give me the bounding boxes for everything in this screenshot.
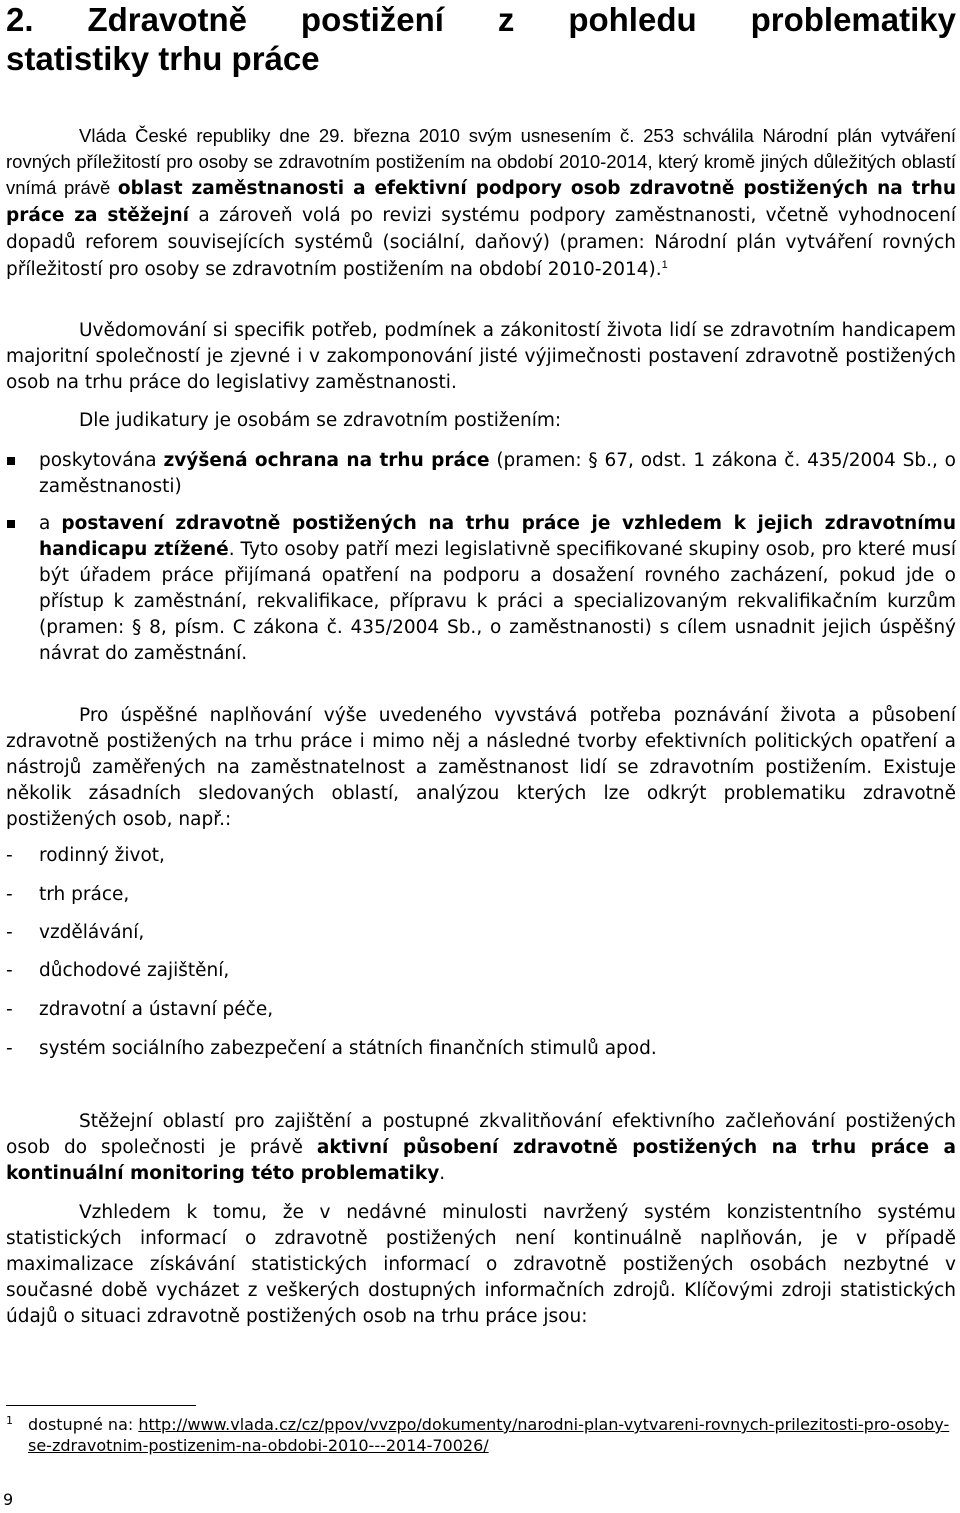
- footnote-body: [28, 1414, 956, 1456]
- paragraph-awareness: Uvědomování si specifik potřeb, podmínek a zákonitostí života lidí se zdravotním handicapem majoritní společností je zjevné i v zakomponování jisté výjimečnosti postavení zdravotně postižených osob na trhu práce do legislativy zaměstnanosti.: [6, 320, 956, 393]
- dash-mark: -: [6, 1038, 13, 1059]
- chapter-heading-line1: 2. Zdravotně postižení z pohledu problematiky: [6, 1, 956, 38]
- bullet-text: [39, 448, 956, 500]
- dash-mark: -: [6, 884, 13, 905]
- footnote-number: 1: [6, 1414, 13, 1427]
- dash-mark: -: [6, 845, 13, 866]
- dash-mark: -: [6, 960, 13, 981]
- p5-text-a: Stěžejní oblastí pro zajištění a postupné zkvalitňování efektivního začleňování postižených osob do společnosti je právě: [6, 1111, 956, 1158]
- bullet-item-protection: [6, 448, 956, 500]
- p1-text-a: Vláda České republiky dne 29. března 2010 svým usnesením č. 253 schválila Národní plán vytváření rovných příležitostí pro osoby se zdravotním postižením na období 2010-2014, který kromě jiných důležitých oblastí vnímá právě: [6, 125, 956, 198]
- footnote-link[interactable]: http://www.vlada.cz/cz/ppov/vvzpo/dokumenty/narodni-plan-vytvareni-rovnych-prilezitosti-pro-osoby-se-zdravotnim-postizenim-na-obdobi-2010---2014-70026/: [28, 1415, 950, 1455]
- paragraph-judicature: Dle judikatury je osobám se zdravotním postižením:: [79, 410, 562, 431]
- list-item-text: trh práce,: [39, 884, 130, 905]
- footnote: [6, 1414, 956, 1456]
- p5-text-b: .: [439, 1163, 446, 1184]
- p1-bold: oblast zaměstnanosti a efektivní podpory osob zdravotně postižených na trhu práce za stěžejní: [6, 178, 956, 226]
- bullet2-bold: postavení zdravotně postižených na trhu práce je vzhledem k jejich zdravotnímu handicapu ztížené: [39, 513, 956, 560]
- footnote-ref[interactable]: 1: [661, 259, 668, 271]
- paragraph-successful-fulfilment: Pro úspěšné naplňování výše uvedeného vyvstává potřeba poznávání života a působení zdravotně postižených na trhu práce i mimo něj a následné tvorby efektivních politických opatření a nástrojů zaměřených na zaměstnatelnost a zaměstnanost lidí se zdravotním postižením. Existuje několik zásadních sledovaných oblastí, analýzou kterých lze odkrýt problematiku zdravotně postižených osob, např.:: [6, 705, 956, 830]
- bullet-item-position: [6, 511, 956, 667]
- chapter-heading-line2: statistiky trhu práce: [6, 40, 320, 77]
- bullet2-text-b: . Tyto osoby patří mezi legislativně specifikované skupiny osob, pro které musí být úřadem práce přijímaná opatření na podporu a dosažení rovného zacházení, pokud jde o přístup k zaměstnání, rekvalifikace, přípravu k práci a specializovaným rekvalifikačním kurzům (pramen: § 8, písm. C zákona č. 435/2004 Sb., o zaměstnanosti) s cílem usnadnit jejich úspěšný návrat do zaměstnání.: [39, 539, 956, 664]
- paragraph-statistics-sources: Vzhledem k tomu, že v nedávné minulosti navržený systém konzistentního systému statistických informací o zdravotně postižených není kontinuálně naplňován, je v případě maximalizace získávání statistických informací o zdravotně postižených osobách nezbytné v současné době vycházet z veškerých dostupných informačních zdrojů. Klíčovými zdroji statistických údajů o situaci zdravotně postižených osob na trhu práce jsou:: [6, 1202, 956, 1327]
- bullet1-text-b: (pramen: § 67, odst. 1 zákona č. 435/2004 Sb., o zaměstnanosti): [39, 450, 956, 497]
- paragraph-government-plan: [6, 123, 956, 283]
- bullet-square-icon: [7, 520, 15, 528]
- footnote-divider: [6, 1405, 196, 1406]
- list-item-text: zdravotní a ústavní péče,: [39, 999, 274, 1020]
- page-number: 9: [3, 1490, 14, 1509]
- bullet1-bold: zvýšená ochrana na trhu práce: [163, 450, 490, 471]
- bullet-square-icon: [7, 457, 15, 465]
- bullet1-text-a: poskytována: [39, 450, 164, 471]
- bullet-text: [39, 511, 956, 667]
- dash-mark: -: [6, 999, 13, 1020]
- dash-mark: -: [6, 922, 13, 943]
- bullet2-text-a: a: [39, 513, 62, 534]
- p5-bold: aktivní působení zdravotně postižených na trhu práce a kontinuální monitoring této problematiky: [6, 1137, 956, 1184]
- chapter-heading: [6, 0, 956, 78]
- p1-text-b: a zároveň volá po revizi systému podpory zaměstnanosti, včetně vyhodnocení dopadů reforem souvisejících systémů (sociální, daňový) (pramen: Národní plán vytváření rovných příležitostí pro osoby se zdravotním postižením na období 2010-2014).: [6, 205, 956, 280]
- paragraph-key-area: [6, 1109, 956, 1187]
- list-item-text: důchodové zajištění,: [39, 960, 230, 981]
- footnote-label: dostupné na:: [28, 1415, 139, 1434]
- list-item-text: rodinný život,: [39, 845, 165, 866]
- list-item-text: systém sociálního zabezpečení a státních finančních stimulů apod.: [39, 1038, 657, 1059]
- list-item-text: vzdělávání,: [39, 922, 145, 943]
